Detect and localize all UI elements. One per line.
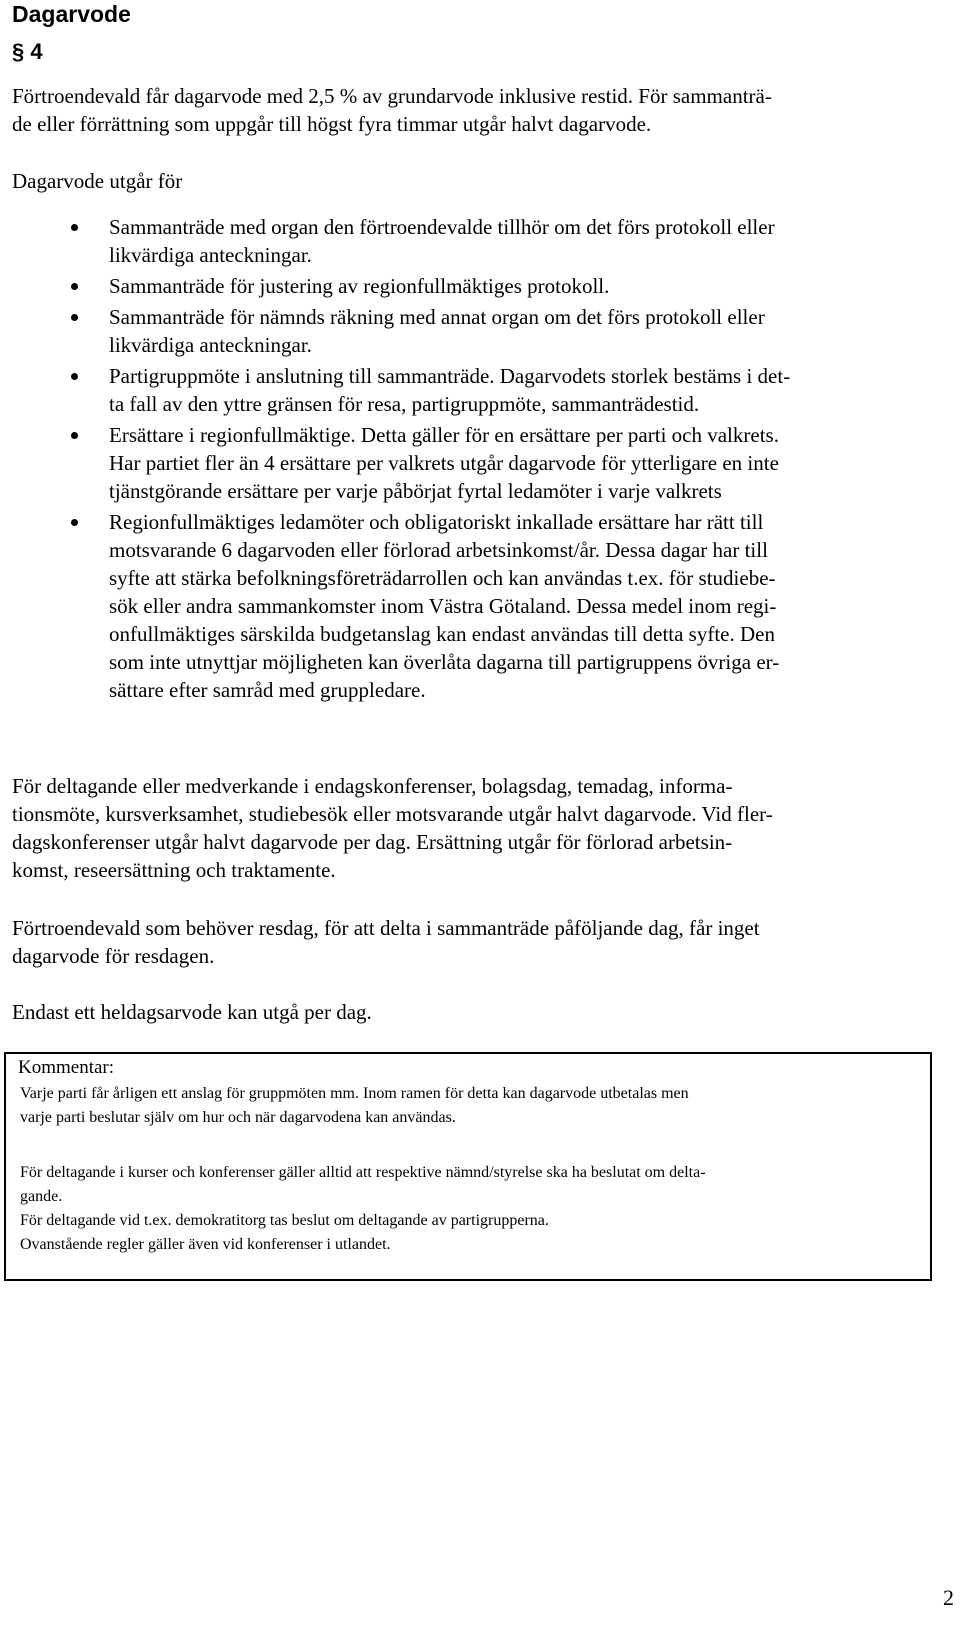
text-line: Varje parti får årligen ett anslag för gruppmöten mm. Inom ramen för detta kan dagarvode utbetalas men bbox=[20, 1085, 689, 1102]
text-line: För deltagande i kurser och konferenser gäller alltid att respektive nämnd/styrelse ska ha beslutat om delta- bbox=[20, 1164, 706, 1181]
list-item bbox=[0, 303, 960, 359]
list-item bbox=[0, 421, 960, 505]
text-line: tjänstgörande ersättare per varje påbörjat fyrtal ledamöter i varje valkrets bbox=[109, 479, 722, 503]
text-line: ta fall av den yttre gränsen för resa, partigruppmöte, sammanträdestid. bbox=[109, 392, 700, 416]
text-line: motsvarande 6 dagarvoden eller förlorad arbetsinkomst/år. Dessa dagar har till bbox=[109, 538, 768, 562]
list-item bbox=[0, 213, 960, 269]
bullet-dot-icon bbox=[71, 224, 78, 231]
text-line: likvärdiga anteckningar. bbox=[109, 333, 312, 357]
text-line: Har partiet fler än 4 ersättare per valkrets utgår dagarvode för ytterligare en inte bbox=[109, 451, 779, 475]
page-heading: Dagarvode bbox=[12, 1, 131, 27]
text-line: de eller förrättning som uppgår till högst fyra timmar utgår halvt dagarvode. bbox=[12, 112, 652, 136]
text-line: sättare efter samråd med gruppledare. bbox=[109, 678, 426, 702]
single-day-paragraph: Endast ett heldagsarvode kan utgå per dag. bbox=[12, 1000, 372, 1024]
bullet-dot-icon bbox=[71, 519, 78, 526]
text-line: Regionfullmäktiges ledamöter och obligatoriskt inkallade ersättare har rätt till bbox=[109, 510, 764, 534]
list-item bbox=[0, 362, 960, 418]
text-line: onfullmäktiges särskilda budgetanslag kan endast användas till detta syfte. Den bbox=[109, 622, 775, 646]
bullet-dot-icon bbox=[71, 314, 78, 321]
list-item bbox=[0, 272, 960, 300]
text-line: Sammanträde för justering av regionfullmäktiges protokoll. bbox=[109, 274, 610, 298]
section-number: § 4 bbox=[12, 39, 43, 64]
text-line: dagskonferenser utgår halvt dagarvode per dag. Ersättning utgår för förlorad arbetsin- bbox=[12, 830, 733, 854]
text-line: För deltagande vid t.ex. demokratitorg tas beslut om deltagande av partigrupperna. bbox=[20, 1212, 549, 1229]
bullet-dot-icon bbox=[71, 283, 78, 290]
text-line: komst, reseersättning och traktamente. bbox=[12, 858, 336, 882]
comment-paragraph bbox=[20, 1161, 920, 1257]
travel-day-paragraph bbox=[12, 914, 932, 970]
text-line: tionsmöte, kursverksamhet, studiebesök eller motsvarande utgår halvt dagarvode. Vid fler- bbox=[12, 802, 773, 826]
bullet-list bbox=[0, 213, 960, 704]
bullets-intro: Dagarvode utgår för bbox=[12, 169, 183, 193]
text-line: som inte utnyttjar möjligheten kan överlåta dagarna till partigruppens övriga er- bbox=[109, 650, 780, 674]
text-line: gande. bbox=[20, 1188, 63, 1205]
text-line: Förtroendevald får dagarvode med 2,5 % av grundarvode inklusive restid. För sammanträ- bbox=[12, 84, 772, 108]
text-line: Sammanträde med organ den förtroendevalde tillhör om det förs protokoll eller bbox=[109, 215, 775, 239]
text-line: För deltagande eller medverkande i endagskonferenser, bolagsdag, temadag, informa- bbox=[12, 774, 733, 798]
text-line: dagarvode för resdagen. bbox=[12, 944, 215, 968]
list-item bbox=[0, 508, 960, 704]
text-line: varje parti beslutar själv om hur och när dagarvodena kan användas. bbox=[20, 1109, 456, 1126]
text-line: Sammanträde för nämnds räkning med annat organ om det förs protokoll eller bbox=[109, 305, 765, 329]
bullet-dot-icon bbox=[71, 373, 78, 380]
text-line: Ersättare i regionfullmäktige. Detta gäller för en ersättare per parti och valkrets. bbox=[109, 423, 779, 447]
text-line: syfte att stärka befolkningsföreträdarrollen och kan användas t.ex. för studiebe- bbox=[109, 566, 776, 590]
text-line: sök eller andra sammankomster inom Västra Götaland. Dessa medel inom regi- bbox=[109, 594, 777, 618]
bullet-dot-icon bbox=[71, 432, 78, 439]
comment-title: Kommentar: bbox=[18, 1057, 115, 1078]
page-number: 2 bbox=[943, 1585, 954, 1610]
text-line: Partigruppmöte i anslutning till sammanträde. Dagarvodets storlek bestäms i det- bbox=[109, 364, 791, 388]
text-line: likvärdiga anteckningar. bbox=[109, 243, 312, 267]
conference-paragraph bbox=[12, 772, 932, 884]
text-line: Förtroendevald som behöver resdag, för att delta i sammanträde påföljande dag, får inget bbox=[12, 916, 760, 940]
intro-paragraph bbox=[12, 82, 932, 138]
comment-paragraph bbox=[20, 1082, 920, 1130]
text-line: Ovanstående regler gäller även vid konferenser i utlandet. bbox=[20, 1236, 391, 1253]
